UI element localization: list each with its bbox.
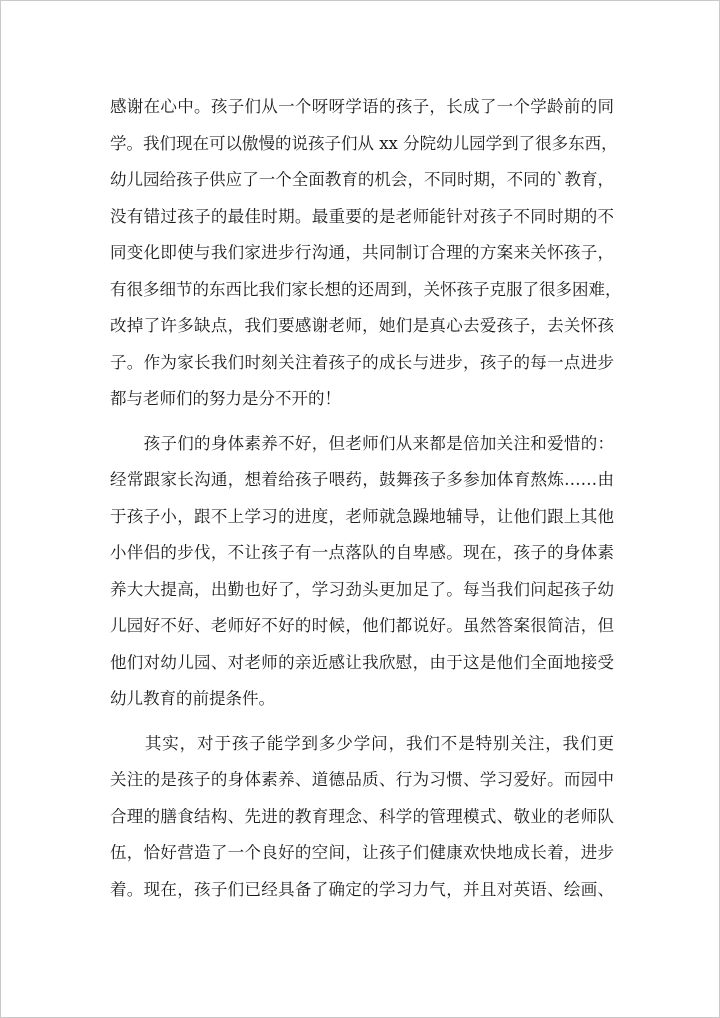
text-line: 幼儿园给孩子供应了一个全面教育的机会，不同时期，不同的`教育， [110,170,614,189]
paragraph-gap [110,718,614,726]
paragraph [110,426,614,718]
text-line: 学。我们现在可以傲慢的说孩子们从 xx 分院幼儿园学到了很多东西， [110,133,618,153]
text-line: 着。现在，孩子们已经具备了确定的学习力气，并且对英语、绘画、 [110,879,614,899]
paragraph-gap [110,418,614,426]
text-line: 都与老师们的努力是分不开的！ [110,389,341,408]
text-line: 儿园好不好、老师好不好的时候，他们都说好。虽然答案很简洁，但 [110,616,614,635]
document-body [110,89,622,908]
text-line: 改掉了许多缺点，我们要感谢老师，她们是真心去爱孩子，去关怀孩 [110,316,614,335]
text-line: 关注的是孩子的身体素养、道德品质、行为习惯、学习爱好。而园中 [110,770,614,789]
paragraph [110,89,622,418]
text-line: 合理的膳食结构、先进的教育理念、科学的管理模式、敬业的老师队 [110,806,614,826]
text-line: 经常跟家长沟通，想着给孩子喂药，鼓舞孩子多参加体育熬炼……由 [110,470,614,489]
text-line: 感谢在心中。孩子们从一个呀呀学语的孩子，长成了一个学龄前的同 [110,97,614,116]
text-line: 其实，对于孩子能学到多少学问，我们不是特别关注，我们更 [110,733,614,753]
text-line: 没有错过孩子的最佳时期。最重要的是老师能针对孩子不同时期的不 [110,206,614,226]
text-line: 他们对幼儿园、对老师的亲近感让我欣慰，由于这是他们全面地接受 [110,652,614,672]
text-line: 子。作为家长我们时刻关注着孩子的成长与进步，孩子的每一点进步 [110,352,614,372]
text-line: 有很多细节的东西比我们家长想的还周到，关怀孩子克服了很多困难， [110,279,622,299]
text-line: 伍，恰好营造了一个良好的空间，让孩子们健康欢快地成长着，进步 [110,843,614,862]
text-line: 于孩子小，跟不上学习的进度，老师就急躁地辅导，让他们跟上其他 [110,506,614,526]
text-line: 同变化即使与我们家进步行沟通，共同制订合理的方案来关怀孩子， [110,243,614,262]
text-line: 小伴侣的步伐，不让孩子有一点落队的自卑感。现在，孩子的身体素 [110,543,614,562]
paragraph [110,726,614,909]
text-line: 幼儿教育的前提条件。 [110,689,275,708]
text-line: 养大大提高，出勤也好了，学习劲头更加足了。每当我们问起孩子幼 [110,579,614,599]
text-line: 孩子们的身体素养不好，但老师们从来都是倍加关注和爱惜的： [110,433,614,453]
